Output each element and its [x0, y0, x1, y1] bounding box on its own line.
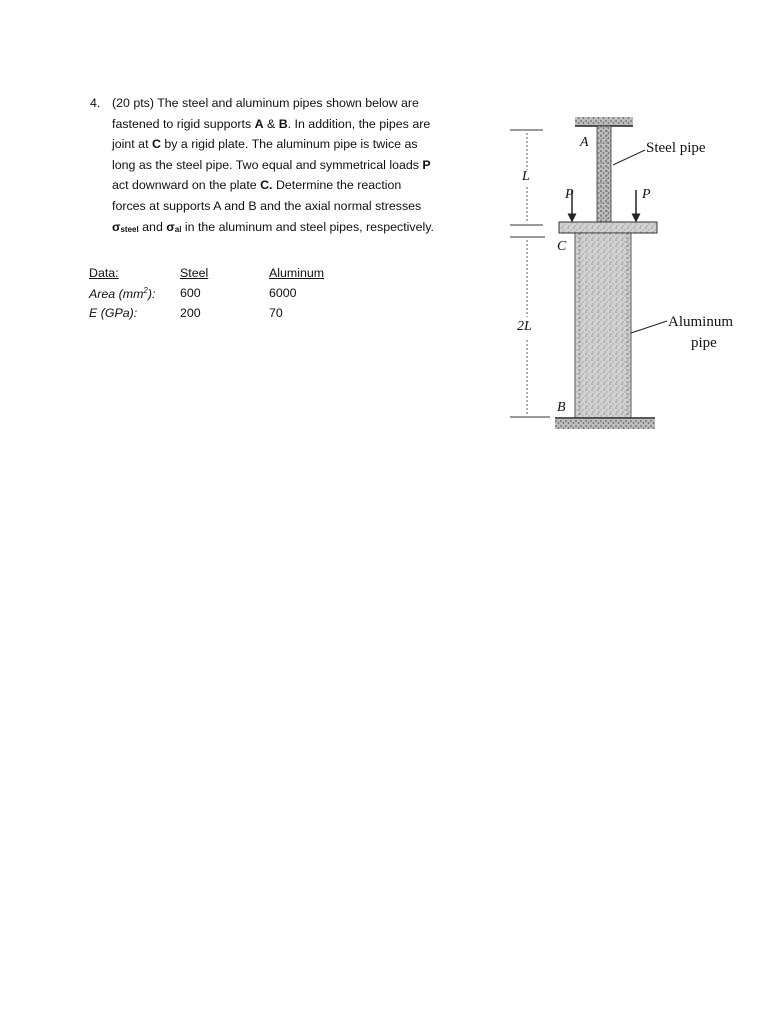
- cell-steel-modulus: 200: [180, 306, 201, 320]
- label-b: B: [557, 400, 566, 415]
- superscript: 2: [143, 286, 148, 295]
- text-segment: . In addition, the pipes are: [287, 116, 431, 131]
- problem-line: [112, 217, 480, 241]
- text-segment: &: [263, 116, 279, 131]
- label-p-left: P: [565, 187, 574, 202]
- text-segment: Determine the reaction: [272, 178, 402, 193]
- support-b-ref: B: [278, 116, 288, 131]
- label-text: ):: [147, 287, 156, 301]
- pipe-diagram-drawing: [495, 95, 755, 480]
- label-c: C: [557, 239, 567, 254]
- sigma-symbol: σ: [112, 219, 121, 234]
- problem-number: 4.: [90, 96, 101, 110]
- steel-pipe-shape: [597, 126, 611, 222]
- label-aluminum: Aluminum: [668, 314, 734, 330]
- table-header-row: [89, 266, 339, 286]
- cell-aluminum-area: 6000: [269, 286, 297, 300]
- support-b-block: [555, 419, 655, 429]
- problem-line: [112, 134, 480, 155]
- text-segment: in the aluminum and steel pipes, respectively.: [181, 219, 434, 234]
- label-pipe: pipe: [691, 335, 717, 351]
- aluminum-pipe-shape: [575, 233, 631, 418]
- row-label-modulus: E (GPa):: [89, 306, 138, 320]
- table-row: [89, 306, 339, 326]
- data-table: [89, 266, 339, 326]
- subscript-steel: steel: [120, 224, 139, 234]
- aluminum-leader-line: [631, 321, 667, 333]
- table-row: [89, 286, 339, 306]
- label-2l: 2L: [517, 319, 532, 334]
- sigma-symbol: σ: [166, 219, 175, 234]
- problem-line: [112, 196, 480, 217]
- support-a-ref: A: [254, 116, 264, 131]
- label-l: L: [522, 169, 530, 184]
- rigid-plate-c: [559, 222, 657, 233]
- problem-line: [112, 155, 480, 176]
- text-segment: act downward on the plate: [112, 178, 261, 193]
- row-label-area: [89, 286, 180, 306]
- label-steel-pipe: Steel pipe: [646, 140, 706, 156]
- problem-line: [112, 114, 480, 135]
- text-segment: (20 pts) The steel and aluminum pipes shown below are: [112, 96, 419, 110]
- problem-statement: [90, 93, 480, 240]
- header-data: Data:: [89, 266, 119, 280]
- label-text: Area (mm: [89, 287, 144, 301]
- text-segment: long as the steel pipe. Two equal and symmetrical loads: [112, 157, 423, 172]
- problem-line: [112, 175, 480, 196]
- label-p-right: P: [642, 187, 651, 202]
- support-a-block: [575, 117, 633, 126]
- text-segment: and: [138, 219, 167, 234]
- cell-aluminum-modulus: 70: [269, 306, 283, 320]
- label-a: A: [580, 135, 589, 150]
- header-steel: Steel: [180, 266, 209, 280]
- plate-c-ref: C.: [260, 178, 273, 193]
- steel-leader-line: [613, 150, 645, 165]
- text-segment: forces at supports A and B and the axial normal stresses: [112, 198, 422, 213]
- text-segment: by a rigid plate. The aluminum pipe is twice as: [160, 137, 418, 152]
- subscript-al: al: [174, 224, 182, 234]
- text-segment: joint at: [112, 137, 152, 152]
- text-segment: fastened to rigid supports: [112, 116, 255, 131]
- problem-line: [112, 93, 480, 114]
- cell-steel-area: 600: [180, 286, 201, 300]
- problem-text: [112, 93, 480, 240]
- plate-c-ref: C: [151, 137, 161, 152]
- pipe-diagram: [495, 95, 755, 480]
- header-aluminum: Aluminum: [269, 266, 325, 280]
- load-p-ref: P: [422, 157, 431, 172]
